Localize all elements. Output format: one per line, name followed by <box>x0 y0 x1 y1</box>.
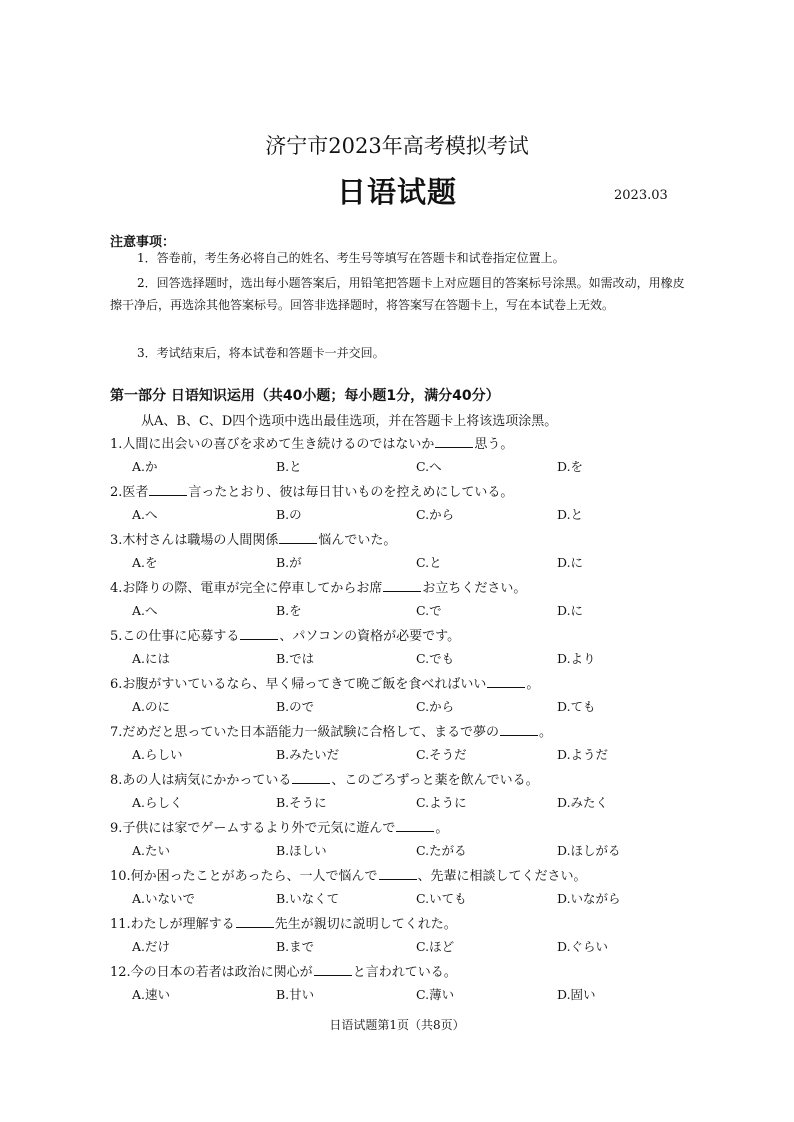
option-c: C.と <box>416 555 442 570</box>
option-d: D.ようだ <box>557 747 609 762</box>
option-a: A.らしい <box>132 747 183 762</box>
question-stem-end: 。 <box>526 677 540 692</box>
answer-blank <box>435 435 473 448</box>
answer-blank <box>487 675 525 688</box>
question-stem-end: 、先輩に相談してください。 <box>417 869 587 884</box>
option-c: C.そうだ <box>416 747 467 762</box>
question-stem-end: 悩んでいた。 <box>318 533 397 548</box>
option-a: A.へ <box>132 507 158 522</box>
option-a: A.へ <box>132 603 158 618</box>
option-a: A.には <box>132 651 171 666</box>
question-text <box>110 721 552 740</box>
question-text <box>110 961 457 980</box>
option-c: C.から <box>416 507 455 522</box>
option-b: B.を <box>276 603 302 618</box>
option-d: D.を <box>557 459 584 474</box>
exam-date: 2023.03 <box>614 188 668 203</box>
question-stem: 7.だめだと思っていた日本語能力一級試験に合格して、まるで夢の <box>110 725 500 740</box>
question-text <box>110 577 526 596</box>
option-b: B.いなくて <box>276 891 340 906</box>
option-b: B.そうに <box>276 795 327 810</box>
question-stem: 12.今の日本の若者は政治に関心が <box>110 965 313 980</box>
option-b: B.では <box>276 651 315 666</box>
notice-item: 2．回答选择题时，选出每小题答案后，用铅笔把答题卡上对应题目的答案标号涂黑。如需改动，用橡皮擦干净后，再选涂其他答案标号。回答非选择题时，将答案写在答题卡上，写在本试卷上无效。 <box>110 276 685 312</box>
question-text <box>110 529 396 548</box>
option-a: A.を <box>132 555 158 570</box>
option-b: B.ので <box>276 699 315 714</box>
option-c: C.ほど <box>416 939 455 954</box>
option-c: C.ように <box>416 795 467 810</box>
question-stem: 9.子供には家でゲームするより外で元気に遊んで <box>110 821 396 836</box>
option-a: A.だけ <box>132 939 171 954</box>
question-stem: 10.何か困ったことがあったら、一人で悩んで <box>110 869 378 884</box>
option-d: D.ても <box>557 699 596 714</box>
question-text <box>110 625 460 644</box>
question-stem-end: 、このごろずっと薬を飲んでいる。 <box>331 773 539 788</box>
option-d: D.みたく <box>557 795 609 810</box>
option-d: D.に <box>557 603 584 618</box>
option-d: D.より <box>557 651 596 666</box>
option-b: B.と <box>276 459 302 474</box>
notice-item: 3．考试结束后，将本试卷和答题卡一并交回。 <box>137 346 385 360</box>
option-a: A.たい <box>132 843 171 858</box>
option-d: D.いながら <box>557 891 621 906</box>
question-stem: 5.この仕事に応募する <box>110 629 240 644</box>
answer-blank <box>240 627 278 640</box>
option-c: C.いても <box>416 891 467 906</box>
answer-blank <box>383 579 421 592</box>
answer-blank <box>292 771 330 784</box>
question-stem: 8.あの人は病気にかかっている <box>110 773 292 788</box>
question-text <box>110 865 587 884</box>
option-b: B.の <box>276 507 302 522</box>
option-d: D.に <box>557 555 584 570</box>
answer-blank <box>149 483 187 496</box>
option-a: A.か <box>132 459 158 474</box>
notice-heading: 注意事项： <box>110 235 176 250</box>
answer-blank <box>279 531 317 544</box>
question-text <box>110 817 448 836</box>
option-b: B.みたいだ <box>276 747 340 762</box>
answer-blank <box>396 819 434 832</box>
answer-blank <box>500 723 538 736</box>
question-stem: 3.木村さんは職場の人間関係 <box>110 533 279 548</box>
question-stem-end: 、パソコンの資格が必要です。 <box>279 629 461 644</box>
question-stem-end: 先生が親切に説明してくれた。 <box>274 917 457 932</box>
question-stem-end: 。 <box>539 725 553 740</box>
option-c: C.薄い <box>416 987 455 1002</box>
option-a: A.速い <box>132 987 171 1002</box>
option-d: D.固い <box>557 987 596 1002</box>
section-heading: 第一部分 日语知识运用（共40小题；每小题1分，满分40分） <box>110 388 500 404</box>
section-instruction: 从A、B、C、D四个选项中选出最佳选项，并在答题卡上将该选项涂黑。 <box>141 414 558 429</box>
question-text <box>110 913 457 932</box>
option-a: A.のに <box>132 699 171 714</box>
option-a: A.いないで <box>132 891 196 906</box>
option-c: C.たがる <box>416 843 467 858</box>
subject-title: 日语试题 <box>336 175 457 209</box>
answer-blank <box>236 915 274 928</box>
option-c: C.へ <box>416 459 442 474</box>
option-a: A.らしく <box>132 795 183 810</box>
option-b: B.が <box>276 555 302 570</box>
option-b: B.ほしい <box>276 843 327 858</box>
question-stem: 6.お腹がすいているなら、早く帰ってきて晩ご飯を食べればいい <box>110 677 487 692</box>
page-footer: 日语试题第1页（共8页） <box>329 1018 465 1032</box>
question-stem-end: 思う。 <box>474 437 514 452</box>
option-c: C.から <box>416 699 455 714</box>
option-b: B.甘い <box>276 987 315 1002</box>
question-stem-end: と言われている。 <box>352 965 457 980</box>
option-c: C.でも <box>416 651 455 666</box>
option-d: D.ほしがる <box>557 843 621 858</box>
question-stem: 1.人間に出会いの喜びを求めて生き続けるのではないか <box>110 437 435 452</box>
option-c: C.で <box>416 603 442 618</box>
exam-title: 济宁市2023年高考模拟考试 <box>265 134 529 158</box>
question-text <box>110 673 539 692</box>
answer-blank <box>379 867 417 880</box>
answer-blank <box>314 963 352 976</box>
question-text <box>110 433 513 452</box>
question-stem: 11.わたしが理解する <box>110 917 235 932</box>
question-stem: 4.お降りの際、電車が完全に停車してからお席 <box>110 581 383 596</box>
question-stem-end: お立ちください。 <box>422 581 527 596</box>
option-d: D.ぐらい <box>557 939 609 954</box>
question-text <box>110 481 513 500</box>
notice-item: 1．答卷前，考生务必将自己的姓名、考生号等填写在答题卡和试卷指定位置上。 <box>137 251 565 265</box>
question-stem-end: 。 <box>435 821 449 836</box>
question-stem: 2.医者 <box>110 485 149 500</box>
option-b: B.まで <box>276 939 315 954</box>
question-stem-end: 言ったとおり、彼は毎日甘いものを控えめにしている。 <box>188 485 514 500</box>
question-text <box>110 769 539 788</box>
option-d: D.と <box>557 507 584 522</box>
